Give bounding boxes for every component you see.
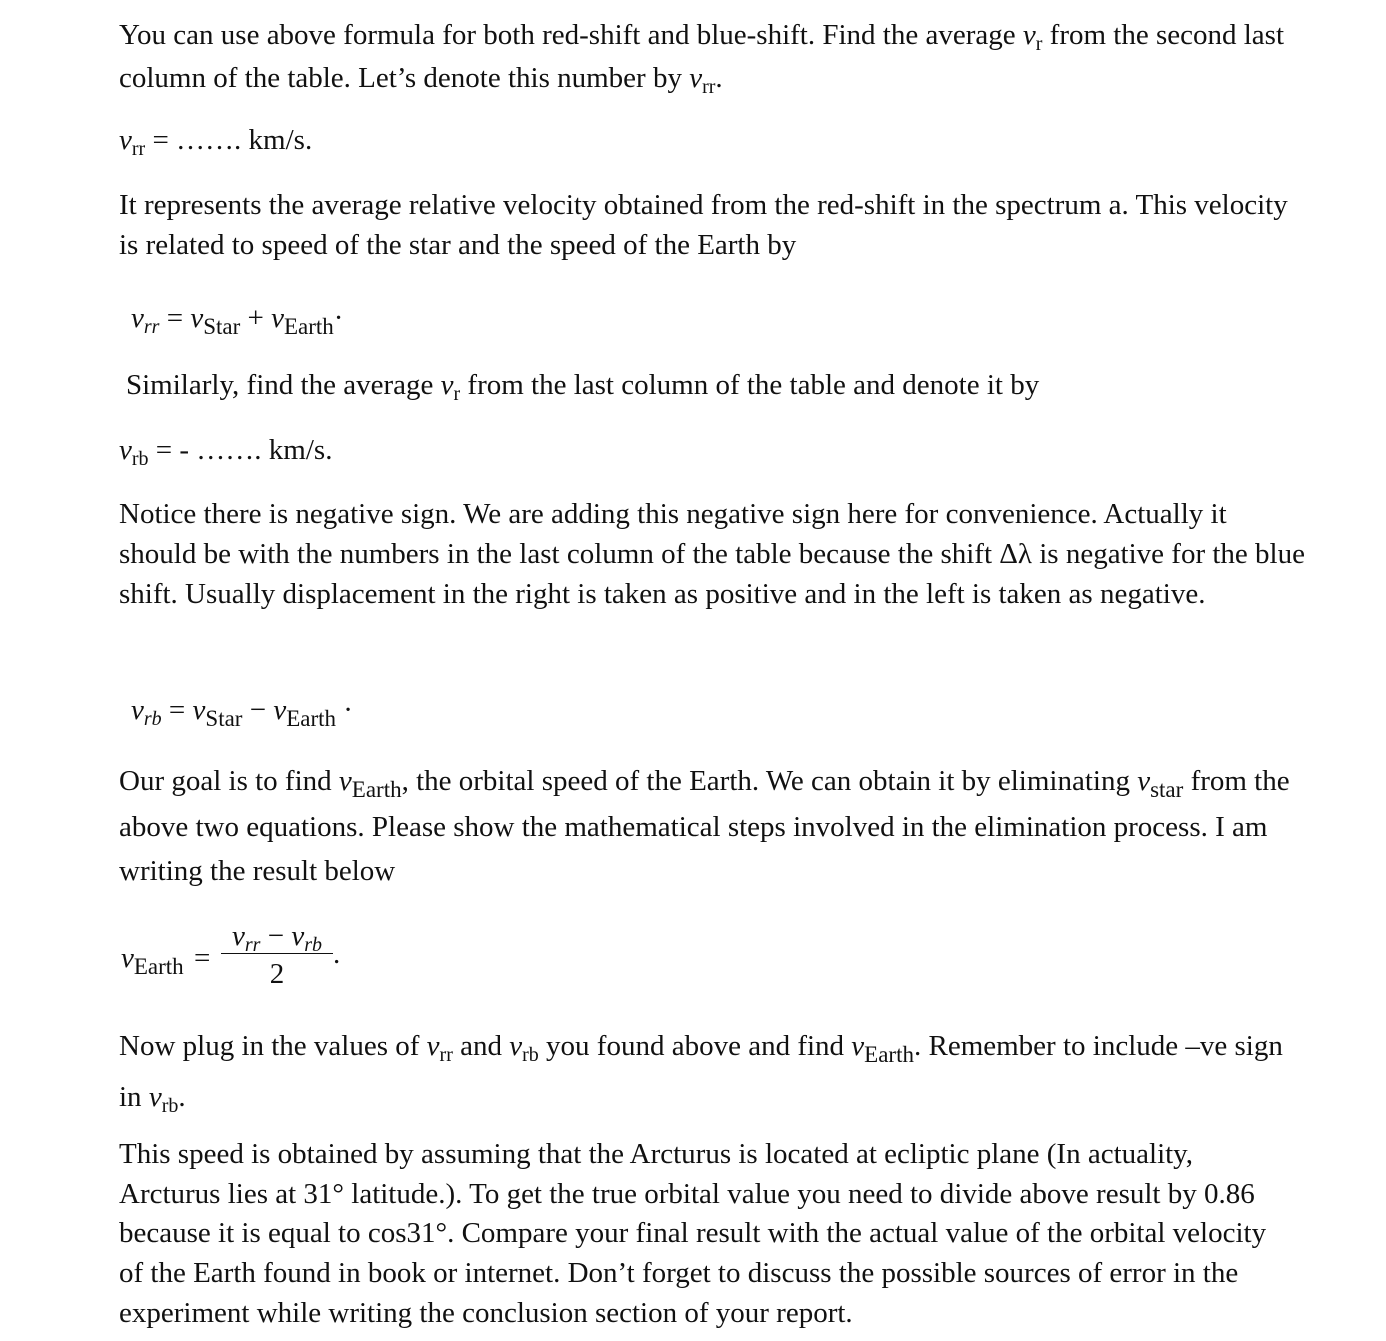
vrb-blank-line: $v_{rb}$ = - ……. km/s.: [119, 434, 333, 470]
equation-vrr: $v_{rr} = v_{Star} + v_{Earth}\cdot$: [131, 302, 344, 339]
paragraph-average-vr-last: Similarly, find the average $v_r$ from the last column of the table and denote it by: [126, 369, 1040, 405]
equation-vearth-fraction: [221, 920, 333, 1000]
paragraph-negative-sign: Notice there is negative sign. We are adding this negative sign here for convenience. Actually it should be with the numbers in the last column of the table because the shift Δλ is negative for the blue shift. Usually displacement in the right is taken as positive and in the left is taken as negative.: [119, 498, 1305, 610]
equation-vearth-lhs: $v_{Earth}$: [121, 942, 184, 979]
vrr-blank-line: $v_{rr}$ = ……. km/s.: [119, 124, 313, 160]
equation-vearth-dot: .: [333, 938, 341, 970]
fraction-numerator: $v_{rr} - v_{rb}$: [232, 920, 322, 956]
equation-vearth-equals: =: [194, 942, 211, 974]
paragraph-average-relative-velocity: It represents the average relative velocity obtained from the red-shift in the spectrum a. This velocity is related to speed of the star and the speed of the Earth by: [119, 189, 1288, 261]
fraction-denominator: 2: [269, 958, 285, 990]
paragraph-goal-find-vearth: Our goal is to find $v_{Earth}$, the orbital speed of the Earth. We can obtain it by eliminating $v_{star}$ from the above two equations. Please show the mathematical steps involved in the elimination process. I am writing the result below: [119, 765, 1290, 887]
paragraph-average-vr-second-last: You can use above formula for both red-shift and blue-shift. Find the average $v_r$ from the second last column of the table. Let’s denote this number by $v_{rr}$.: [119, 19, 1285, 98]
paragraph-arcturus-latitude: This speed is obtained by assuming that the Arcturus is located at ecliptic plane (In actuality, Arcturus lies at 31° latitude.). To get the true orbital value you need to divide above result by 0.86 because it is equal to cos31°. Compare your final result with the actual value of the orbital velocity of the Earth found in book or internet. Don’t forget to discuss the possible sources of error in the experiment while writing the conclusion section of your report.: [119, 1138, 1267, 1329]
equation-vrb: $v_{rb} = v_{Star} - v_{Earth}$ ·: [131, 694, 353, 731]
fraction-bar: [221, 953, 333, 954]
paragraph-plug-in-values: Now plug in the values of $v_{rr}$ and $v_{rb}$ you found above and find $v_{Earth}$. Remember to include –ve sign in $v_{rb}$.: [119, 1030, 1283, 1117]
